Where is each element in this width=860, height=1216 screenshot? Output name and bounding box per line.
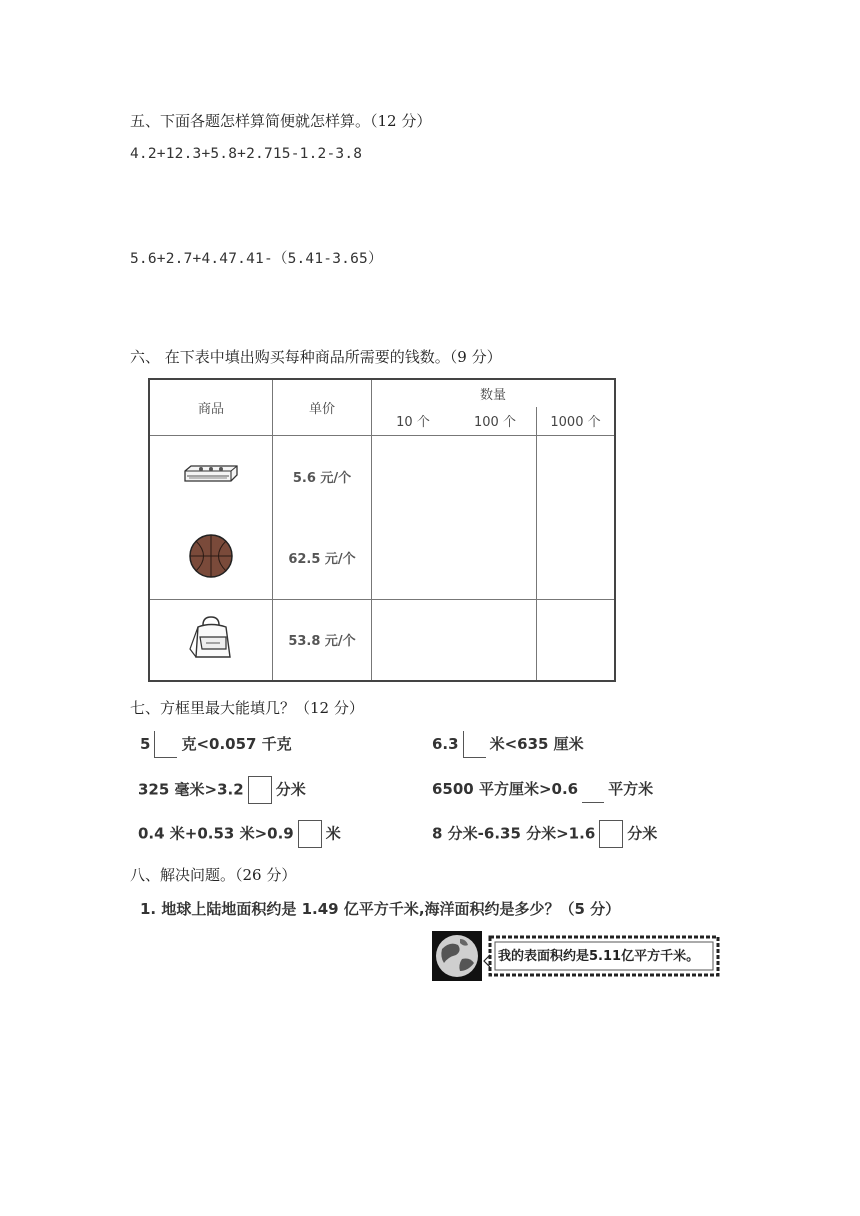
answer-box-6[interactable]	[599, 820, 623, 848]
section5-title: 五、下面各题怎样算简便就怎样算。（12 分）	[130, 112, 432, 130]
price-pencil-case: 5.6 元/个	[292, 470, 352, 486]
fill-question-3: 325 毫米>3.2 分米	[138, 776, 306, 804]
fill-question-5: 0.4 米+0.53 米>0.9 米	[138, 820, 341, 848]
pencil-case-icon	[181, 461, 241, 487]
fill-question-6: 8 分米-6.35 分米>1.6 分米	[432, 820, 657, 848]
goods-price-table	[148, 378, 616, 682]
answer-cell-row3-1000[interactable]	[537, 599, 616, 681]
backpack-icon	[186, 613, 236, 663]
header-qty-100: 100 个	[454, 407, 537, 435]
section5-problem-1: 4.2+12.3+5.8+2.715-1.2-3.8	[130, 146, 363, 162]
basketball-icon	[188, 533, 234, 579]
header-quantity: 数量	[372, 379, 616, 407]
answer-cell-10-100[interactable]	[372, 435, 537, 599]
price-backpack: 53.8 元/个	[288, 634, 356, 650]
header-unit-price: 单价	[273, 379, 372, 435]
answer-cell-1000[interactable]	[537, 435, 616, 599]
basketball-cell	[149, 517, 273, 599]
section8-title: 八、解决问题。（26 分）	[130, 866, 297, 884]
answer-box-4[interactable]	[582, 776, 604, 803]
answer-cell-row3-10-100[interactable]	[372, 599, 537, 681]
section6-title: 六、 在下表中填出购买每种商品所需要的钱数。（9 分）	[130, 348, 502, 366]
fill-question-4: 6500 平方厘米>0.6 平方米	[432, 776, 653, 803]
fill-question-1: 5 克<0.057 千克	[140, 731, 292, 758]
answer-box-2[interactable]	[463, 731, 486, 758]
answer-box-5[interactable]	[298, 820, 322, 848]
word-problem-1: 1. 地球上陆地面积约是 1.49 亿平方千米,海洋面积约是多少？（5 分）	[140, 900, 621, 918]
fill-question-2: 6.3 米<635 厘米	[432, 731, 584, 758]
answer-box-3[interactable]	[248, 776, 272, 804]
backpack-cell	[149, 599, 273, 681]
pencil-case-cell	[149, 435, 273, 517]
header-goods: 商品	[149, 379, 273, 435]
header-qty-10: 10 个	[372, 407, 455, 435]
earth-speech-banner	[432, 931, 722, 981]
section7-title: 七、方框里最大能填几？（12 分）	[130, 699, 364, 717]
header-qty-1000: 1000 个	[537, 407, 616, 435]
earth-caption: 我的表面积约是5.11亿平方千米。	[498, 949, 700, 964]
price-basketball: 62.5 元/个	[288, 552, 356, 568]
section5-problem-2: 5.6+2.7+4.47.41-（5.41-3.65）	[130, 251, 383, 267]
answer-box-1[interactable]	[154, 731, 177, 758]
